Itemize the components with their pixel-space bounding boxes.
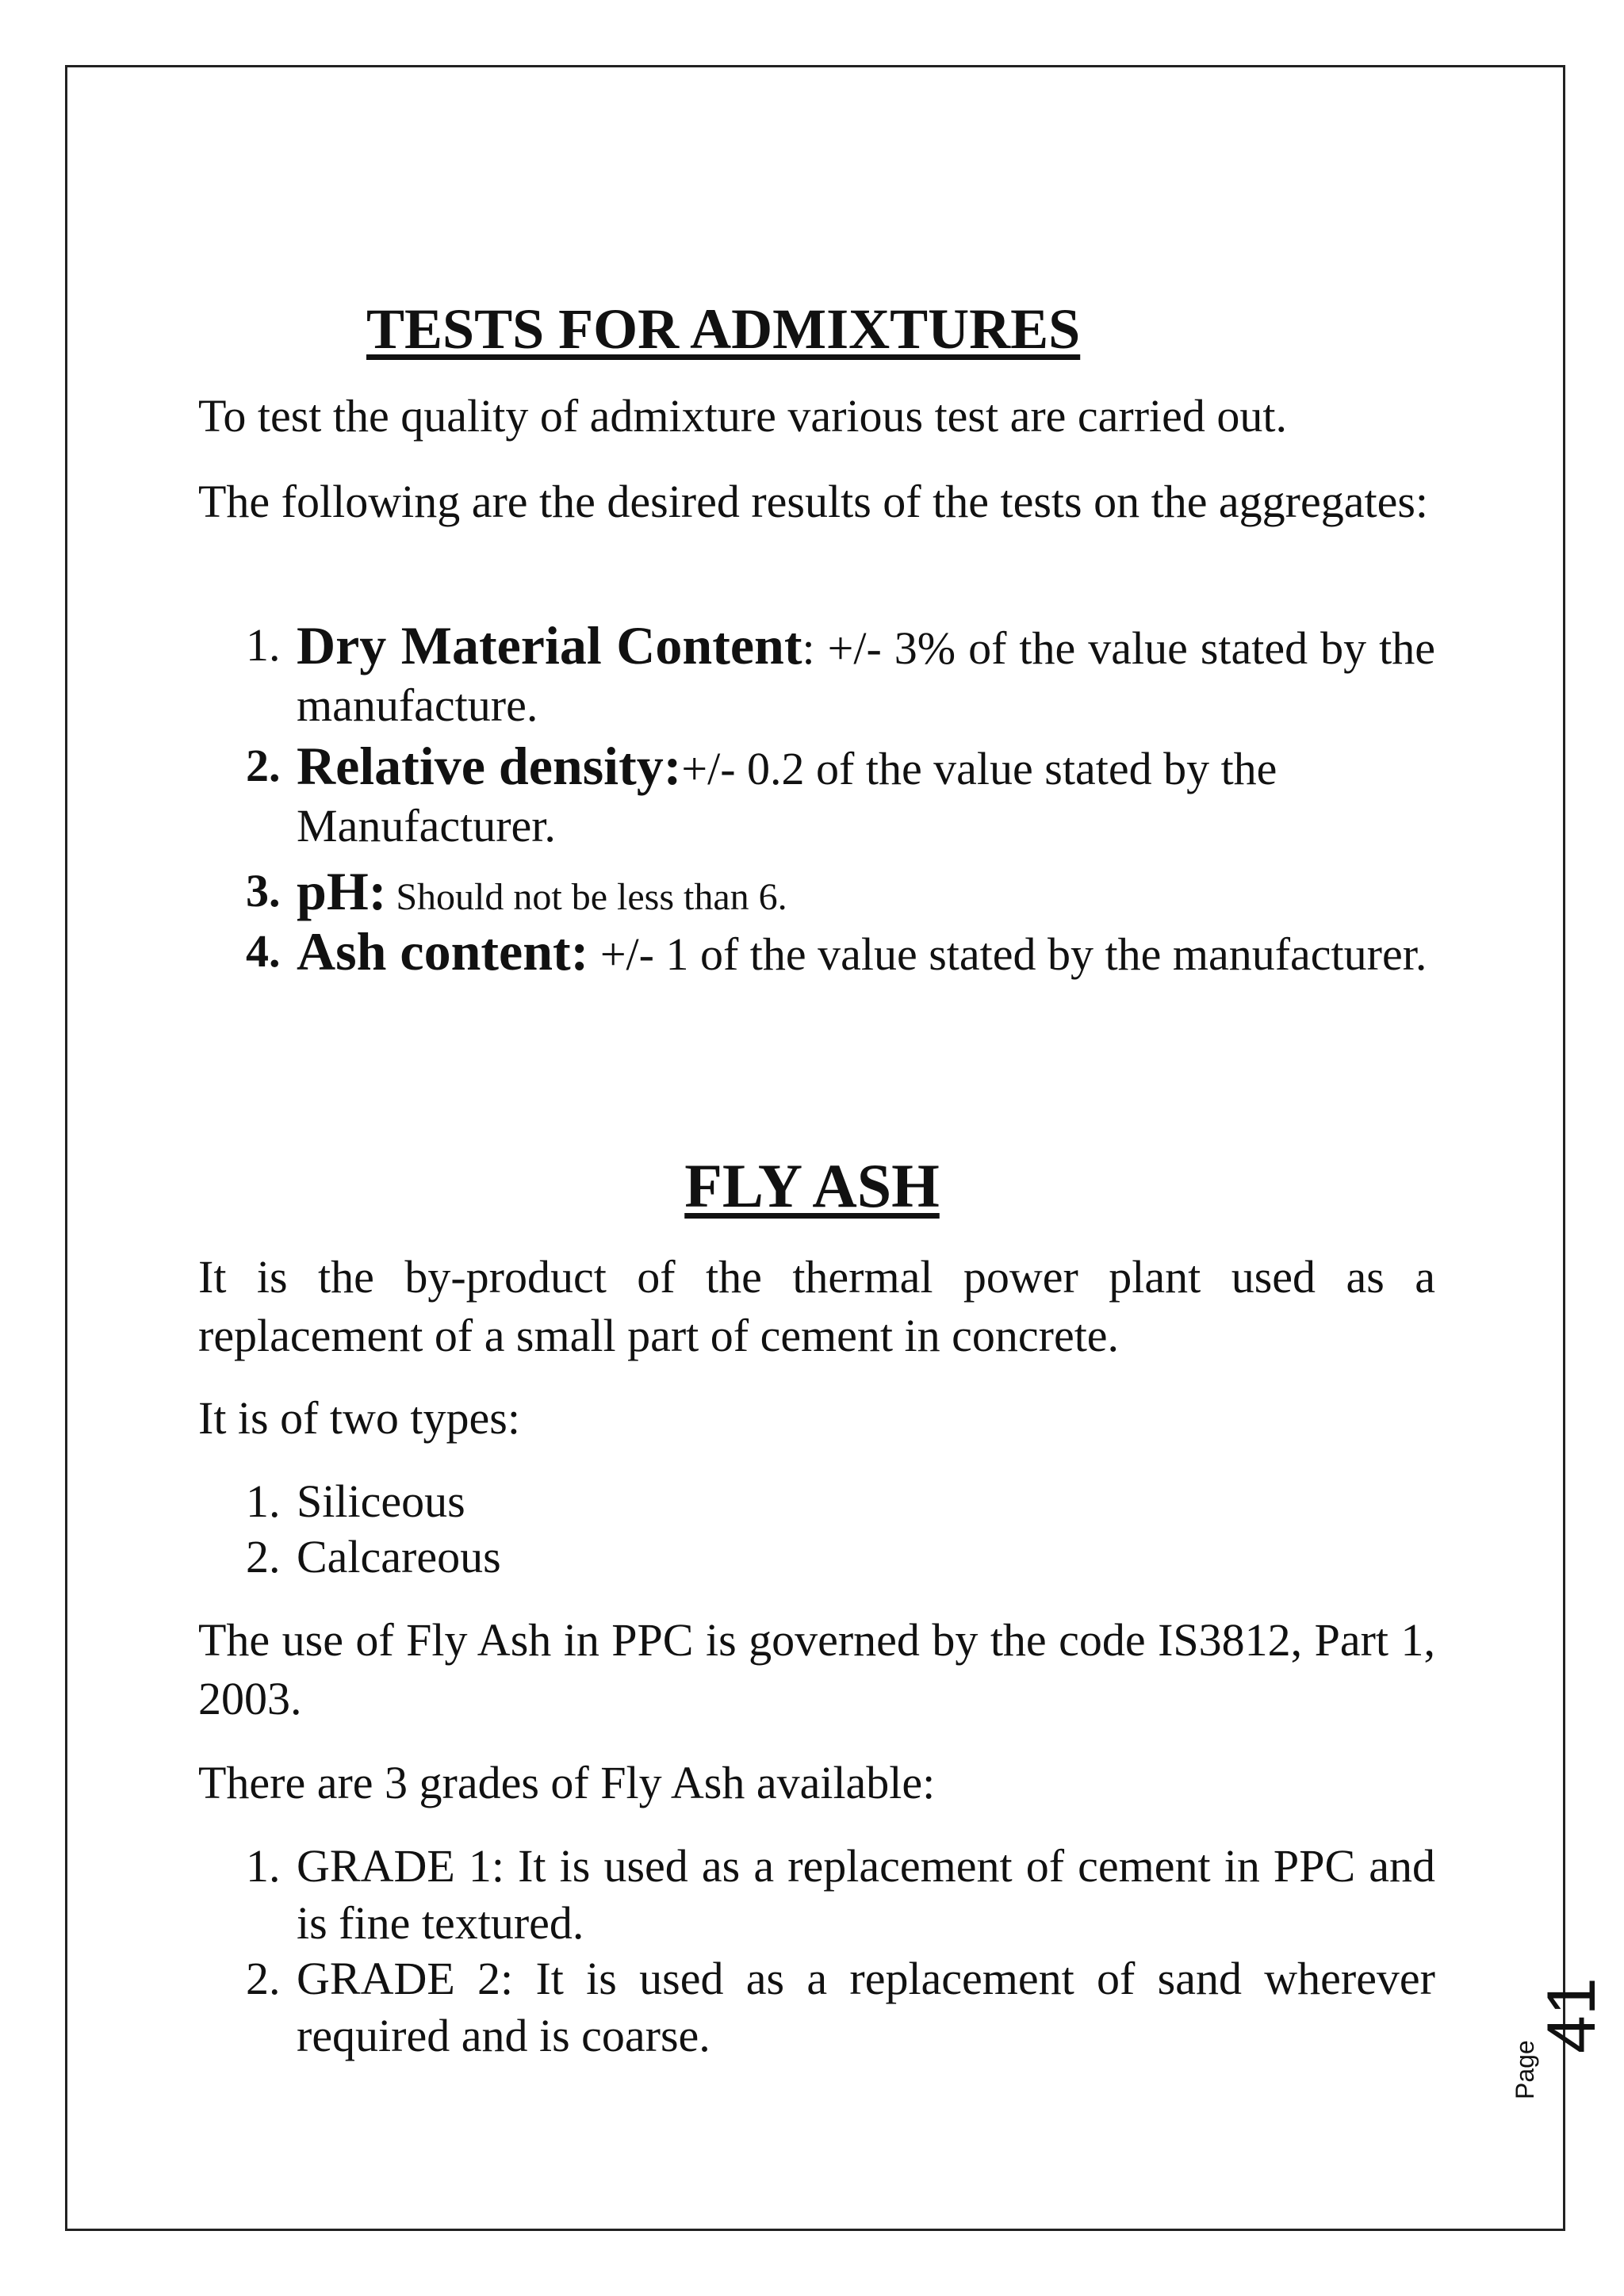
list-item-text: GRADE 1: It is used as a replacement of cement in PPC and is fine textured. (297, 1840, 1435, 1949)
list-item-label: Relative density: (297, 736, 682, 796)
list-item (198, 923, 1435, 983)
list-item (198, 1473, 1435, 1530)
section-title-text: FLY ASH (684, 1151, 940, 1220)
list-item (198, 1950, 1435, 2064)
list-item (198, 1529, 1435, 1586)
section-title-fly-ash (0, 1148, 1624, 1224)
list-item-label: pH: (297, 861, 387, 921)
list-item-label: Dry Material Content (297, 615, 802, 675)
list-number: 2. (246, 1531, 281, 1582)
page-number-label (1511, 1974, 1610, 2101)
list-item (198, 617, 1435, 734)
paragraph: The following are the desired results of the tests on the aggregates: (198, 476, 1429, 527)
list-item (198, 737, 1435, 855)
list-number: 3. (246, 865, 281, 916)
list-number: 2. (246, 1953, 281, 2004)
list-item-text: Siliceous (297, 1475, 465, 1527)
paragraph: The use of Fly Ash in PPC is governed by the code IS3812, Part 1, 2003. (198, 1614, 1435, 1724)
paragraph: There are 3 grades of Fly Ash available: (198, 1757, 936, 1808)
list-item-text: GRADE 2: It is used as a replacement of sand wherever required and is coarse. (297, 1953, 1435, 2061)
paragraph: It is of two types: (198, 1392, 520, 1444)
list-item-text: : +/- 3% of the value stated by the manufacture. (297, 622, 1436, 731)
list-number: 2. (246, 740, 281, 791)
page-word: Page (1511, 2040, 1539, 2099)
paragraph: It is the by-product of the thermal power plant used as a replacement of a small part of cement in concrete. (198, 1251, 1435, 1361)
list-item (198, 863, 1435, 926)
list-number: 1. (246, 619, 281, 671)
paragraph: To test the quality of admixture various test are carried out. (198, 390, 1287, 442)
section-title-text: TESTS FOR ADMIXTURES (366, 297, 1081, 361)
list-item-text: Should not be less than 6. (386, 876, 787, 918)
list-number: 1. (246, 1840, 281, 1892)
list-number: 4. (246, 925, 281, 977)
section-title-admixtures (198, 293, 1080, 365)
list-item-text: Calcareous (297, 1531, 501, 1582)
list-item-text: +/- 1 of the value stated by the manufacturer. (588, 928, 1427, 980)
list-number: 1. (246, 1475, 281, 1527)
list-item-text: +/- 0.2 of the value stated by the Manufacturer. (297, 743, 1277, 851)
page-number: 41 (1534, 1977, 1610, 2053)
list-item (198, 1838, 1435, 1952)
list-item-label: Ash content: (297, 921, 589, 982)
